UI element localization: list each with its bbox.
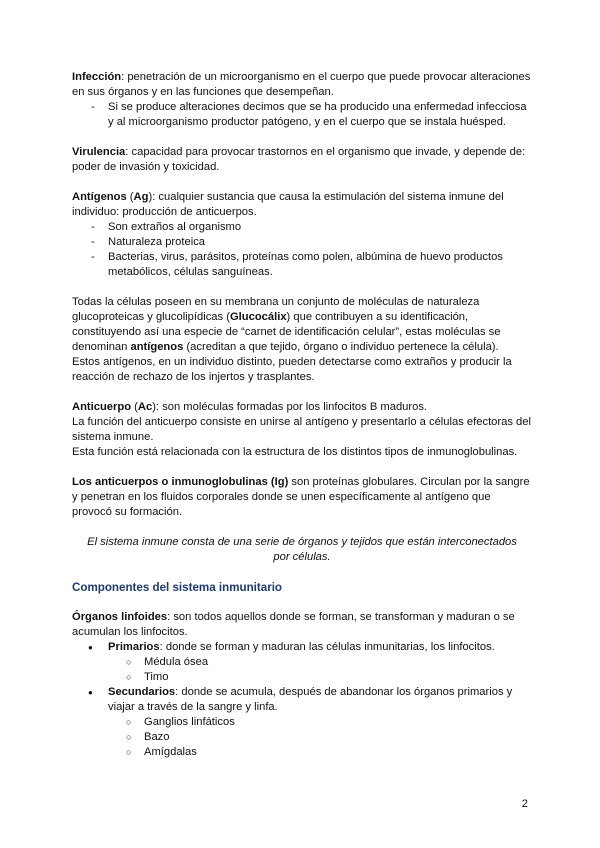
antigenos-inline-term: antígenos — [130, 341, 184, 353]
primarios-item — [72, 640, 532, 655]
list-item: - Si se produce alteraciones decimos que se ha producido una enfermedad infecciosa y al microorganismo productor patógeno, y en el cuerpo que se instala huésped. — [72, 100, 532, 130]
organos-list — [72, 640, 532, 655]
infeccion-definition: : penetración de un microorganismo en el cuerpo que puede provocar alteraciones en sus órganos y en las funciones que desempeñan. — [72, 71, 531, 98]
section-title: Componentes del sistema inmunitario — [72, 581, 283, 594]
list-item: ○ Bazo — [72, 730, 532, 745]
antigenos-abbr-open: ( — [126, 191, 134, 203]
organos-definition: : son todos aquellos donde se forman, se transforman y maduran o se acumulan los linfocitos. — [72, 611, 515, 638]
organos-paragraph — [72, 610, 532, 640]
list-item: - Bacterias, virus, parásitos, proteínas como polen, albúmina de huevo productos metabólicos, células sanguíneas. — [72, 250, 532, 280]
virulencia-definition: : capacidad para provocar trastornos en el organismo que invade, y depende de: poder de invasión y toxicidad. — [72, 146, 526, 173]
anticuerpo-abbr-open: ( — [131, 401, 138, 413]
inmunoglobulinas-paragraph — [72, 475, 532, 520]
anticuerpo-estructura: Esta función está relacionada con la estructura de los distintos tipos de inmunoglobulinas. — [72, 446, 518, 458]
secundarios-item — [72, 685, 532, 715]
antigenos-definition: ): cualquier sustancia que causa la estimulación del sistema inmune del individuo: producción de anticuerpos. — [72, 191, 504, 218]
anticuerpo-paragraph — [72, 400, 532, 415]
antigenos-list — [72, 220, 532, 280]
virulencia-term: Virulencia — [72, 146, 126, 158]
document-page — [72, 70, 532, 760]
rechazo-paragraph: Estos antígenos, en un individuo distinto, pueden detectarse como extraños y producir la reacción de rechazo de los injertos y trasplantes. — [72, 356, 512, 383]
infeccion-term: Infección — [72, 71, 122, 83]
glucocalix-text-1: Todas la células poseen en su membrana un conjunto de moléculas de naturaleza glucoproteicas y glucolipídicas ( — [72, 296, 480, 323]
antigenos-term: Antígenos — [72, 191, 127, 203]
inmunoglobulinas-term: Los anticuerpos o inmunoglobulinas (Ig) — [72, 476, 289, 488]
page-number: 2 — [521, 798, 528, 810]
organos-term: Órganos linfoides — [72, 611, 168, 623]
glucocalix-text-3: (acreditan a que tejido, órgano o individuo pertenece la célula). — [183, 341, 499, 353]
glucocalix-paragraph — [72, 295, 532, 355]
infeccion-list — [72, 100, 532, 130]
antigenos-paragraph — [72, 190, 532, 220]
list-item: - Naturaleza proteica — [72, 235, 532, 250]
list-item: ○ Ganglios linfáticos — [72, 715, 532, 730]
anticuerpo-funcion: La función del anticuerpo consiste en unirse al antígeno y presentarlo a células efectoras del sistema inmune. — [72, 416, 531, 443]
secundarios-term: Secundarios — [108, 686, 176, 698]
primarios-term: Primarios — [108, 641, 160, 653]
list-item: ○ Amígdalas — [72, 745, 532, 760]
list-item: ○ Médula ósea — [72, 655, 532, 670]
secundarios-definition: : donde se acumula, después de abandonar los órganos primarios y viajar a través de la sangre y linfa. — [108, 686, 513, 713]
glucocalix-text-2: ) que contribuyen a su identificación, constituyendo así una especie de “carnet de identificación celular”, estas moléculas se denominan — [72, 311, 501, 353]
primarios-definition: : donde se forman y maduran las células inmunitarias, los linfocitos. — [159, 641, 495, 653]
antigenos-abbr: Ag — [133, 191, 149, 203]
infeccion-paragraph — [72, 70, 532, 100]
list-item: - Son extraños al organismo — [72, 220, 532, 235]
anticuerpo-abbr: Ac — [137, 401, 153, 413]
secundarios-sublist — [72, 715, 532, 760]
anticuerpo-term: Anticuerpo — [72, 401, 132, 413]
primarios-sublist — [72, 655, 532, 685]
list-item: ○ Timo — [72, 670, 532, 685]
virulencia-paragraph — [72, 145, 532, 175]
organos-list-2 — [72, 685, 532, 715]
glucocalix-term: Glucocálix — [229, 311, 287, 323]
anticuerpo-definition: ): son moléculas formadas por los linfocitos B maduros. — [152, 401, 428, 413]
inmunoglobulinas-definition: son proteínas globulares. Circulan por la sangre y penetran en los fluidos corporales donde se unen específicamente al antígeno que provocó su formación. — [72, 476, 530, 518]
quote: El sistema inmune consta de una serie de órganos y tejidos que están interconectados por células. — [87, 536, 517, 563]
